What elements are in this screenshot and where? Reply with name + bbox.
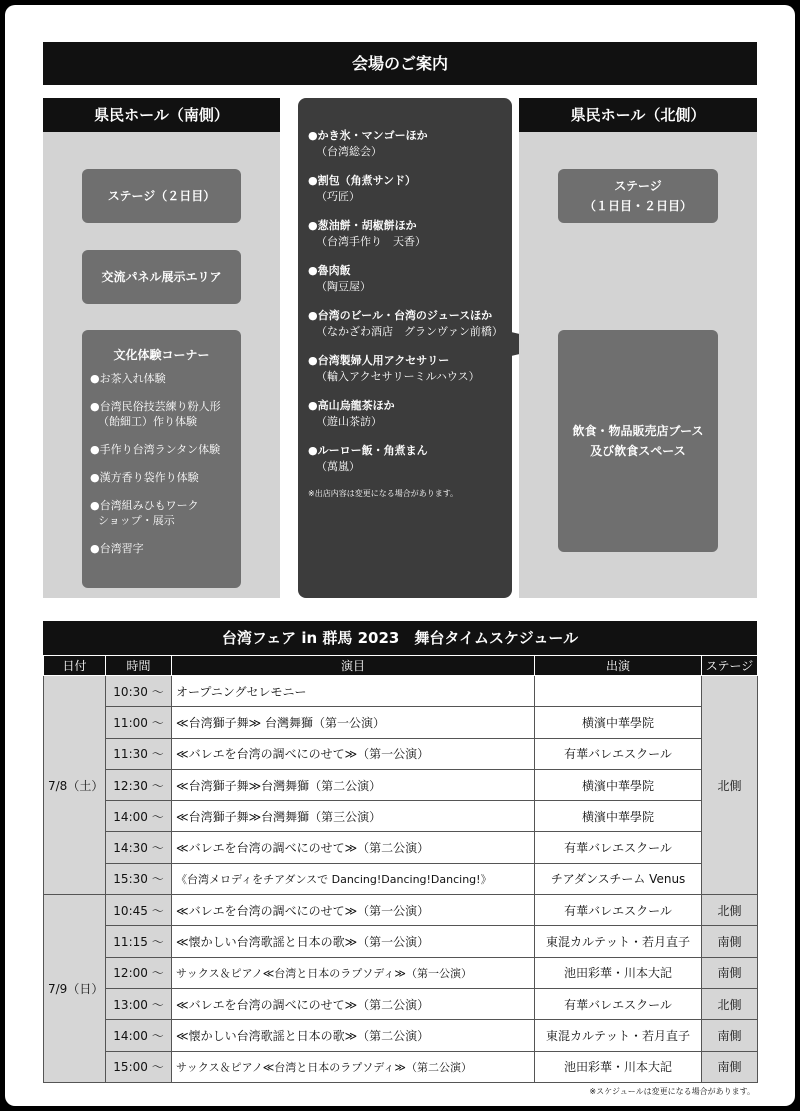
time-cell: 15:00 ～: [106, 1051, 172, 1082]
time-cell: 11:15 ～: [106, 926, 172, 957]
food-booth-box: [558, 330, 718, 552]
performer-cell: 有華バレエスクール: [535, 832, 702, 863]
schedule-header-row: [44, 656, 758, 676]
north-stage-box: [558, 169, 718, 223]
program-cell: ≪台湾獅子舞≫ 台灣舞獅（第一公演）: [172, 707, 535, 738]
table-row: [44, 926, 758, 957]
time-cell: 11:30 ～: [106, 738, 172, 769]
shop-vendor: （なかざわ酒店 グランヴァン前橋）: [316, 325, 503, 338]
shop-item: [308, 173, 512, 205]
food-booth-label: 飲食・物品販売店ブース: [572, 424, 704, 438]
table-row: [44, 957, 758, 988]
shop-item: [308, 398, 512, 430]
shop-vendor: （輸入アクセサリーミルハウス）: [316, 370, 480, 383]
table-row: [44, 801, 758, 832]
culture-item-lantern: ●手作り台湾ランタン体験: [90, 443, 221, 456]
table-row: [44, 863, 758, 894]
table-row: [44, 832, 758, 863]
schedule-table: [43, 655, 758, 1083]
culture-experience-box: [82, 330, 241, 588]
program-cell: ≪台湾獅子舞≫台灣舞獅（第二公演）: [172, 769, 535, 800]
shop-name: ●かき氷・マンゴーほか: [308, 129, 428, 142]
day1-date: 7/8（土）: [44, 676, 106, 895]
program-cell: ≪バレエを台湾の調べにのせて≫（第一公演）: [172, 738, 535, 769]
shop-vendor: （台湾総会）: [316, 145, 382, 158]
program-cell: ≪懐かしい台湾歌謡と日本の歌≫（第一公演）: [172, 926, 535, 957]
performer-cell: 横濱中華學院: [535, 801, 702, 832]
table-row: [44, 676, 758, 707]
culture-item-tea: ●お茶入れ体験: [90, 372, 166, 385]
shop-name: ●割包（角煮サンド）: [308, 174, 417, 187]
shop-item: [308, 218, 512, 250]
stage-cell: 南側: [702, 1051, 758, 1082]
header-time: 時間: [106, 656, 172, 676]
performer-cell: 横濱中華學院: [535, 769, 702, 800]
header-program: 演目: [172, 656, 535, 676]
table-row: [44, 707, 758, 738]
shop-name: ●高山烏龍茶ほか: [308, 399, 395, 412]
program-cell: ≪台湾獅子舞≫台灣舞獅（第三公演）: [172, 801, 535, 832]
shop-item: [308, 263, 512, 295]
shop-vendor: （陶豆屋）: [316, 280, 371, 293]
shop-item: [308, 353, 512, 385]
shop-item: [308, 443, 512, 475]
header-date: 日付: [44, 656, 106, 676]
south-stage-box: ステージ（２日目）: [82, 169, 241, 223]
north-hall-panel: [519, 98, 757, 598]
day2-date: 7/9（日）: [44, 895, 106, 1083]
shops-change-note: ※出店内容は変更になる場合があります。: [308, 489, 459, 498]
time-cell: 14:00 ～: [106, 801, 172, 832]
venue-guide-title: 会場のご案内: [43, 42, 757, 85]
shop-vendor: （巧匠）: [316, 190, 360, 203]
performer-cell: 有華バレエスクール: [535, 988, 702, 1019]
stage-cell: 北側: [702, 988, 758, 1019]
time-cell: 14:00 ～: [106, 1020, 172, 1051]
time-cell: 13:00 ～: [106, 988, 172, 1019]
exchange-panel-area-box: 交流パネル展示エリア: [82, 250, 241, 304]
performer-cell: 池田彩華・川本大記: [535, 957, 702, 988]
table-row: [44, 1020, 758, 1051]
north-hall-title: 県民ホール（北側）: [519, 98, 757, 132]
performer-cell: チアダンスチーム Venus: [535, 863, 702, 894]
performer-cell: 有華バレエスクール: [535, 738, 702, 769]
program-cell: ≪懐かしい台湾歌謡と日本の歌≫（第二公演）: [172, 1020, 535, 1051]
header-performer: 出演: [535, 656, 702, 676]
shop-list-panel: [298, 98, 512, 598]
performer-cell: 有華バレエスクール: [535, 895, 702, 926]
performer-cell: 池田彩華・川本大記: [535, 1051, 702, 1082]
program-cell: ≪バレエを台湾の調べにのせて≫（第二公演）: [172, 832, 535, 863]
south-hall-panel: [43, 98, 280, 598]
shop-vendor: （遊山茶訪）: [316, 415, 382, 428]
time-cell: 12:30 ～: [106, 769, 172, 800]
table-row: [44, 769, 758, 800]
program-cell: 《台湾メロディをチアダンスで Dancing!Dancing!Dancing!》: [172, 863, 535, 894]
performer-cell: 東混カルテット・若月直子: [535, 926, 702, 957]
culture-item-calligraphy: ●台湾習字: [90, 542, 144, 555]
flyer-page: [5, 5, 795, 1106]
table-row: [44, 988, 758, 1019]
program-cell: サックス＆ピアノ≪台湾と日本のラプソディ≫（第一公演）: [172, 957, 535, 988]
table-row: [44, 1051, 758, 1082]
program-cell: ≪バレエを台湾の調べにのせて≫（第一公演）: [172, 895, 535, 926]
shop-item: [308, 308, 512, 340]
day1-stage: 北側: [702, 676, 758, 895]
time-cell: 11:00 ～: [106, 707, 172, 738]
stage-cell: 北側: [702, 895, 758, 926]
performer-cell: 東混カルテット・若月直子: [535, 1020, 702, 1051]
schedule-title: 台湾フェア in 群馬 2023 舞台タイムスケジュール: [43, 621, 757, 655]
north-stage-label: ステージ: [614, 179, 662, 193]
program-cell: ≪バレエを台湾の調べにのせて≫（第二公演）: [172, 988, 535, 1019]
program-cell: サックス＆ピアノ≪台湾と日本のラプソディ≫（第二公演）: [172, 1051, 535, 1082]
header-stage: ステージ: [702, 656, 758, 676]
culture-item-dough-figure-sub: （飴細工）作り体験: [98, 415, 197, 428]
time-cell: 12:00 ～: [106, 957, 172, 988]
shop-vendor: （台湾手作り 天香）: [316, 235, 426, 248]
food-space-label: 及び飲食スペース: [590, 444, 686, 458]
stage-cell: 南側: [702, 1020, 758, 1051]
culture-item-dough-figure: ●台湾民俗技芸練り粉人形: [90, 400, 221, 413]
shop-name: ●台湾製婦人用アクセサリー: [308, 354, 450, 367]
schedule-change-note: ※スケジュールは変更になる場合があります。: [589, 1087, 755, 1096]
table-row: [44, 895, 758, 926]
shop-name: ●魯肉飯: [308, 264, 351, 277]
performer-cell: 横濱中華學院: [535, 707, 702, 738]
time-cell: 15:30 ～: [106, 863, 172, 894]
stage-cell: 南側: [702, 926, 758, 957]
performer-cell: [535, 676, 702, 707]
shop-item: [308, 128, 512, 160]
shop-name: ●台湾のビール・台湾のジュースほか: [308, 309, 493, 322]
shop-name: ●ルーロー飯・角煮まん: [308, 444, 428, 457]
stage-cell: 南側: [702, 957, 758, 988]
time-cell: 14:30 ～: [106, 832, 172, 863]
shop-vendor: （萬嵐）: [316, 460, 360, 473]
table-row: [44, 738, 758, 769]
north-stage-days: （１日目・２日目）: [583, 199, 692, 213]
time-cell: 10:45 ～: [106, 895, 172, 926]
culture-corner-title: 文化体験コーナー: [113, 348, 210, 362]
shop-name: ●葱油餅・胡椒餅ほか: [308, 219, 417, 232]
culture-item-sachet: ●漢方香り袋作り体験: [90, 471, 199, 484]
culture-item-braid-sub: ショップ・展示: [98, 514, 175, 527]
culture-item-braid: ●台湾組みひもワーク: [90, 499, 199, 512]
program-cell: オープニングセレモニー: [172, 676, 535, 707]
south-hall-title: 県民ホール（南側）: [43, 98, 280, 132]
time-cell: 10:30 ～: [106, 676, 172, 707]
